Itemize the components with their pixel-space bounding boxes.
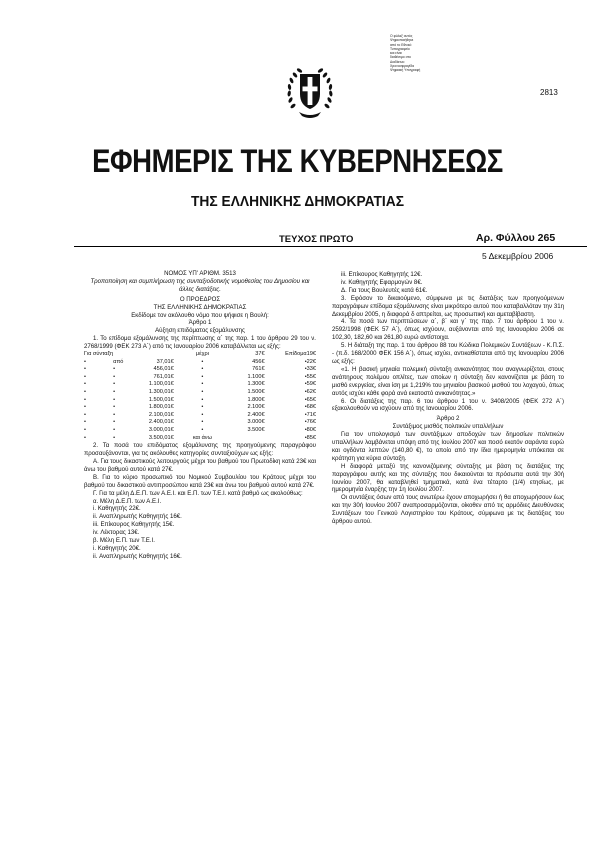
table-cell: • [113, 404, 116, 411]
gazette-subtitle: ΤΗΣ ΕΛΛΗΝΙΚΗΣ ΔΗΜΟΚΡΑΤΙΑΣ [190, 193, 405, 210]
table-cell: 761,01€ [153, 373, 174, 380]
table-cell: • [84, 389, 86, 396]
list-item: i. Καθηγητής 22€. [93, 505, 141, 513]
table-cell: • [113, 373, 116, 380]
allowance-table [84, 351, 316, 442]
table-cell: 2.100,01€ [148, 411, 174, 418]
left-column [84, 270, 316, 561]
table-cell: • [84, 434, 86, 441]
table-cell: 22€ [306, 358, 316, 365]
table-cell: • [84, 411, 86, 418]
table-cell: • [84, 358, 86, 365]
table-cell: • [304, 404, 307, 411]
table-cell: 59€ [306, 381, 316, 388]
table-cell: • [113, 389, 116, 396]
table-cell: • [304, 411, 307, 418]
table-header-cell [113, 351, 137, 359]
table-header-cell: Για σύνταξη [84, 351, 114, 358]
table-cell: • [304, 427, 307, 433]
table-cell: • [113, 427, 116, 433]
table-cell: 37,01€ [156, 358, 174, 365]
table-header-cell [137, 351, 175, 359]
table-header-cell: Επίδομα [285, 351, 307, 358]
list-item: Δ. Για τους Βουλευτές κατά 61€. [341, 286, 428, 294]
table-cell: 2.100€ [247, 404, 265, 411]
table-cell: • [304, 419, 307, 426]
article-1-subject: Αύξηση επιδόματος εξομάλυνσης [155, 327, 245, 335]
table-cell [229, 435, 271, 443]
table-cell: 80€ [306, 427, 316, 433]
table-row [84, 435, 316, 443]
list-item: iv. Λέκτορας 13€. [93, 529, 140, 537]
table-cell: 33€ [306, 366, 316, 373]
article-1-paragraph-5-quote: «1. Η βασική μηνιαία πολεμική σύνταξη ανικανότητας που αναγνωρίζεται, στους ανάπηρους πολέμου οπλίτες, των οποίων η σύνταξη δεν κανονίζεται με βάση το μισθό ενεργείας, είναι ίση με 1,219% του μηνιαίου βασικού μισθού του λοχαγού, όπως αυτός ισχύει κάθε φορά ανά εκατοστό ανικανότητας.» [332, 365, 564, 397]
table-cell: και άνω [192, 434, 212, 441]
table-cell: 62€ [306, 389, 316, 396]
table-row [84, 381, 316, 389]
law-subject: Τροποποίηση και συμπλήρωση της συνταξιοδοτικής νομοθεσίας του Δημοσίου και άλλες διατάξεις. [90, 277, 310, 293]
table-cell: • [113, 419, 116, 426]
sheet-number: Αρ. Φύλλου 265 [476, 232, 556, 244]
issue-date: 5 Δεκεμβρίου 2006 [482, 251, 554, 261]
page-number: 2813 [540, 88, 558, 97]
table-cell: • [304, 381, 307, 388]
paragraph-g: Γ. Για τα μέλη Δ.Ε.Π. των Α.Ε.Ι. και Ε.Π. των Τ.Ε.Ι. κατά βαθμό ως ακολούθως: [93, 489, 303, 497]
table-row [84, 366, 316, 374]
digital-signature-stamp: Ο φύλαξ αυτός Ψηφιοποιήθηκε από το Εθνικό Τυπογραφείο και είναι διαθέσιμο στο Διαδίκτυο Χρονοσφραγίδα Ψηφιακή Υπογραφή [390, 34, 421, 73]
greek-state-emblem-icon [285, 58, 335, 124]
president-heading-2: ΤΗΣ ΕΛΛΗΝΙΚΗΣ ΔΗΜΟΚΡΑΤΙΑΣ [153, 303, 247, 311]
table-cell: • [304, 373, 307, 380]
table-cell: • [113, 434, 116, 441]
article-1-paragraph-5: 5. Η διάταξη της παρ. 1 του άρθρου 88 του Κώδικα Πολεμικών Συντάξεων - Κ.Π.Σ. - (π.δ. 168/2000 ΦΕΚ 156 Α΄), όπως ισχύει, αντικαθίσταται από της Ιανουαρίου 2006 ως εξής: [332, 342, 564, 365]
table-cell: 1.500,01€ [148, 396, 174, 403]
table-cell: 761€ [252, 366, 265, 373]
table-cell: 68€ [306, 404, 316, 411]
table-cell: • [201, 373, 204, 380]
allowance-table-header [84, 351, 316, 359]
table-cell: 1.800,01€ [148, 404, 174, 411]
list-item: α. Μέλη Δ.Ε.Π. των Α.Ε.Ι. [93, 497, 162, 505]
article-1-paragraph-4: 4. Τα ποσά των περιπτώσεων α΄, β΄ και γ΄ της παρ. 7 του άρθρου 1 του ν. 2592/1998 (ΦΕΚ 57 Α΄), όπως ισχύουν, αυξάνονται από της Ιανουαρίου 2006 σε 102,30, 182,60 και 261,80 ευρώ αντίστοιχα. [332, 318, 564, 342]
paragraph-b: Β. Για το κύριο προσωπικό του Νομικού Συμβουλίου του Κράτους μέχρι του βαθμού του δικαστικού αντιπροσώπου κατά 23€ και άνω του βαθμού αυτού κατά 27€. [84, 473, 316, 489]
table-cell: • [113, 366, 116, 373]
gazette-title: ΕΦΗΜΕΡΙΣ ΤΗΣ ΚΥΒΕΡΝΗΣΕΩΣ [92, 143, 503, 179]
table-cell: από [113, 358, 124, 365]
table-cell: • [201, 419, 204, 426]
table-cell: 3.000€ [247, 419, 265, 426]
table-cell: • [304, 366, 307, 373]
article-2-paragraph-3: Οι συντάξεις όσων από τους ανωτέρω έχουν αποχωρήσει ή θα αποχωρήσουν έως και την 30ή Ιουνίου 2007 αναπροσαρμόζονται, οίκοθεν από τις αρμόδιες Διευθύνσεις Συντάξεων του Γενικού Λογιστηρίου του Κράτους, σύμφωνα με τις διατάξεις του άρθρου αυτού. [332, 494, 564, 526]
article-1-title: Άρθρο 1 [188, 319, 212, 327]
allowance-table-body [84, 359, 316, 443]
table-cell: • [84, 419, 86, 426]
table-cell: • [84, 427, 86, 433]
header-divider [74, 246, 587, 247]
table-cell: 1.300€ [247, 381, 265, 388]
table-cell: 1.100,01€ [148, 381, 174, 388]
article-1-paragraph-6: 6. Οι διατάξεις της παρ. 6 του άρθρου 1 του ν. 3408/2005 (ΦΕΚ 272 Α΄) εξακολουθούν να ισχύουν από της Ιανουαρίου 2006. [332, 397, 564, 413]
table-cell: 3.000,01€ [148, 427, 174, 433]
table-cell: • [201, 358, 204, 365]
table-cell: • [201, 427, 204, 433]
table-row [84, 419, 316, 427]
issue-statement: Εκδίδομε τον ακόλουθο νόμο που ψήφισε η Βουλή: [131, 311, 269, 319]
table-row [84, 412, 316, 420]
table-row [84, 397, 316, 405]
table-cell: 76€ [306, 419, 316, 426]
table-cell: • [201, 404, 204, 411]
list-item: ii. Αναπληρωτής Καθηγητής 16€. [93, 513, 182, 521]
list-item: i. Καθηγητής 20€. [93, 544, 141, 552]
table-row [84, 374, 316, 382]
table-cell: • [201, 396, 204, 403]
list-item: β. Μέλη Ε.Π. των Τ.Ε.Ι. [93, 537, 155, 545]
list-item: iii. Επίκουρος Καθηγητής 15€. [93, 521, 175, 529]
right-column [332, 271, 564, 526]
article-1-paragraph-1: 1. Το επίδομα εξομάλυνσης της περίπτωσης α΄ της παρ. 1 του άρθρου 29 του ν. 2768/1999 (ΦΕΚ 273 Α΄) από τις Ιανουαρίου 2006 καταβάλλεται ως εξής: [84, 335, 316, 351]
paragraph-a: Α. Για τους δικαστικούς λειτουργούς μέχρι του βαθμού του Πρωτοδίκη κατά 23€ και άνω του βαθμού αυτού κατά 27€. [84, 458, 316, 473]
table-row [84, 359, 316, 367]
table-row [84, 389, 316, 397]
table-cell: • [84, 366, 86, 373]
list-item: iv. Καθηγητής Εφαρμογών 8€. [341, 278, 423, 286]
table-cell: 2.400,01€ [148, 419, 174, 426]
table-cell: • [84, 381, 86, 388]
president-heading-1: Ο ΠΡΟΕΔΡΟΣ [179, 295, 221, 303]
table-cell: 85€ [306, 434, 316, 441]
table-cell: 1.500€ [247, 389, 265, 396]
table-cell: • [113, 396, 116, 403]
article-1-paragraph-3: 3. Εφόσον το δικαιούμενο, σύμφωνα με τις διατάξεις των προηγούμενων παραγράφων επίδομα εξομάλυνσης είναι μικρότερο αυτού που καταβαλλόταν την 31η Δεκεμβρίου 2005, η διαφορά δ απτρείται, ως προσωπική και αμεταβίβαστη. [332, 294, 564, 318]
table-cell: 456,01€ [153, 366, 174, 373]
table-cell: 65€ [306, 396, 316, 403]
table-cell: • [84, 373, 86, 380]
table-cell: • [201, 389, 204, 396]
table-cell: 456€ [252, 358, 265, 365]
table-cell: 3.500€ [247, 427, 265, 433]
list-item: ii. Αναπληρωτής Καθηγητής 16€. [93, 552, 182, 560]
table-cell: • [84, 404, 86, 411]
article-1-paragraph-2: 2. Τα ποσά του επιδόματος εξομάλυνσης της προηγούμενης παραγράφου προσαυξάνονται, για τις ακόλουθες κατηγορίες συνταξιούχων ως εξής: [84, 442, 316, 458]
table-cell: • [304, 358, 307, 365]
table-cell: 1.300,01€ [148, 389, 174, 396]
table-cell: • [201, 381, 204, 388]
article-2-paragraph-2: Η διαφορά μεταξύ της κανονιζόμενης σύνταξης με βάση τις διατάξεις της παραγράφου αυτής και της σύνταξης που δικαιούνται τα πρόσωπα αυτά την 30ή Ιουνίου 2007, θα καταβληθεί τμηματικά, κατά ένα τέταρτο (1/4) ετησίως, με ημερομηνία έναρξης την 1η Ιουλίου 2007. [332, 462, 564, 494]
list-item: iii. Επίκουρος Καθηγητής 12€. [341, 271, 423, 278]
article-2-title: Άρθρο 2 [436, 415, 460, 423]
table-cell: • [304, 434, 307, 441]
table-cell: 3.500,01€ [148, 434, 174, 441]
table-cell: • [201, 366, 204, 373]
table-cell: 1.100€ [247, 373, 265, 380]
table-header-cell: μέχρι [195, 351, 209, 358]
article-2-paragraph-1: Για τον υπολογισμό των συντάξιμων αποδοχών των δημοσίων πολιτικών υπαλλήλων λαμβάνεται υπόψη από της Ιουλίου 2007 και ποσό εκατόν σαράντα ευρώ και ογδόντα λεπτών (140,80 €), το οποίο από την ίδια ημερομηνία υπόκειται σε κράτηση για κύρια σύνταξη. [332, 431, 564, 462]
article-2-subject: Συντάξιμος μισθός πολιτικών υπαλλήλων [392, 423, 504, 431]
table-cell: 55€ [306, 373, 316, 380]
table-cell: • [201, 411, 204, 418]
table-cell: • [113, 381, 116, 388]
table-row [84, 427, 316, 435]
table-cell: • [113, 411, 116, 418]
table-cell: • [304, 396, 307, 403]
table-cell: 1.800€ [247, 396, 265, 403]
table-cell: • [84, 396, 86, 403]
table-cell: • [304, 389, 307, 396]
table-cell: 71€ [306, 411, 316, 418]
table-header-cell: 37€ [255, 351, 265, 358]
issue-label: ΤΕΥΧΟΣ ΠΡΩΤΟ [279, 234, 354, 245]
law-number: ΝΟΜΟΣ ΥΠ' ΑΡΙΘΜ. 3513 [164, 270, 236, 277]
table-cell: 2.400€ [247, 411, 265, 418]
table-row [84, 404, 316, 412]
table-header-cell: 19€ [306, 351, 316, 358]
